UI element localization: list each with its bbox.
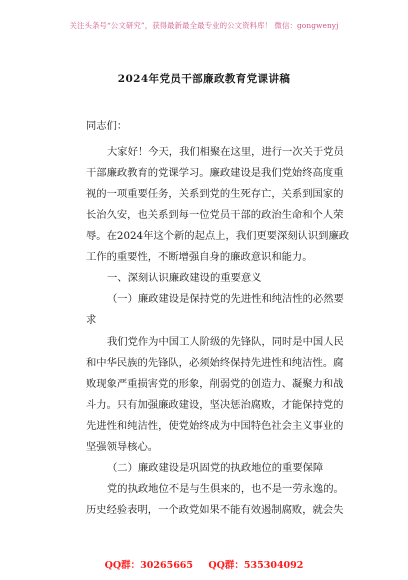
- paragraph-line: 视的一项重要任务，关系到党的生死存亡，关系到国家的: [86, 188, 344, 200]
- footer-bar: [0, 557, 408, 571]
- subsection-heading: 求: [86, 314, 97, 326]
- paragraph-line: 长治久安，也关系到每一位党员干部的政治生命和个人荣: [86, 209, 344, 221]
- salutation-line: 同志们：: [86, 120, 128, 132]
- subsection-heading: （一）廉政建设是保持党的先进性和纯洁性的必然要: [107, 293, 344, 305]
- footer-qq-group-1: QQ群：30265665: [104, 560, 194, 571]
- subsection-heading: （二）廉政建设是巩固党的执政地位的重要保障: [107, 462, 324, 474]
- paragraph-line: 斗力。只有加强廉政建设，坚决惩治腐败，才能保持党的: [86, 399, 344, 411]
- paragraph-line: 和中华民族的先锋队，必须始终保持先进性和纯洁性。腐: [86, 357, 344, 369]
- footer-qq-group-2: QQ群：535304092: [208, 560, 304, 571]
- paragraph-line: 坚强领导核心。: [86, 441, 159, 453]
- paragraph-line: 败现象严重损害党的形象，削弱党的创造力、凝聚力和战: [86, 378, 344, 390]
- paragraph-line: 先进性和纯洁性，使党始终成为中国特色社会主义事业的: [86, 420, 344, 432]
- document-title: 2024年党员干部廉政教育党课讲稿: [117, 73, 291, 85]
- paragraph-line: 大家好！今天，我们相聚在这里，进行一次关于党员: [107, 146, 344, 158]
- paragraph-line: 工作的重要性，不断增强自身的廉政意识和能力。: [86, 251, 313, 263]
- section-heading: 一、深刻认识廉政建设的重要意义: [107, 272, 262, 284]
- paragraph-line: 我们党作为中国工人阶级的先锋队，同时是中国人民: [107, 336, 344, 348]
- paragraph-line: 辱。在2024年这个新的起点上，我们更要深刻认识到廉政: [86, 230, 350, 242]
- header-banner: 关注头条号“公文研究”，获得最新最全最专业的公文资料库！ 微信：gongwenyj: [69, 21, 339, 30]
- paragraph-line: 干部廉政教育的党课学习。廉政建设是我们党始终高度重: [86, 167, 344, 179]
- paragraph-line: 历史经验表明，一个政党如果不能有效遏制腐败，就会失: [86, 504, 344, 516]
- paragraph-line: 党的执政地位不是与生俱来的，也不是一劳永逸的。: [107, 483, 344, 495]
